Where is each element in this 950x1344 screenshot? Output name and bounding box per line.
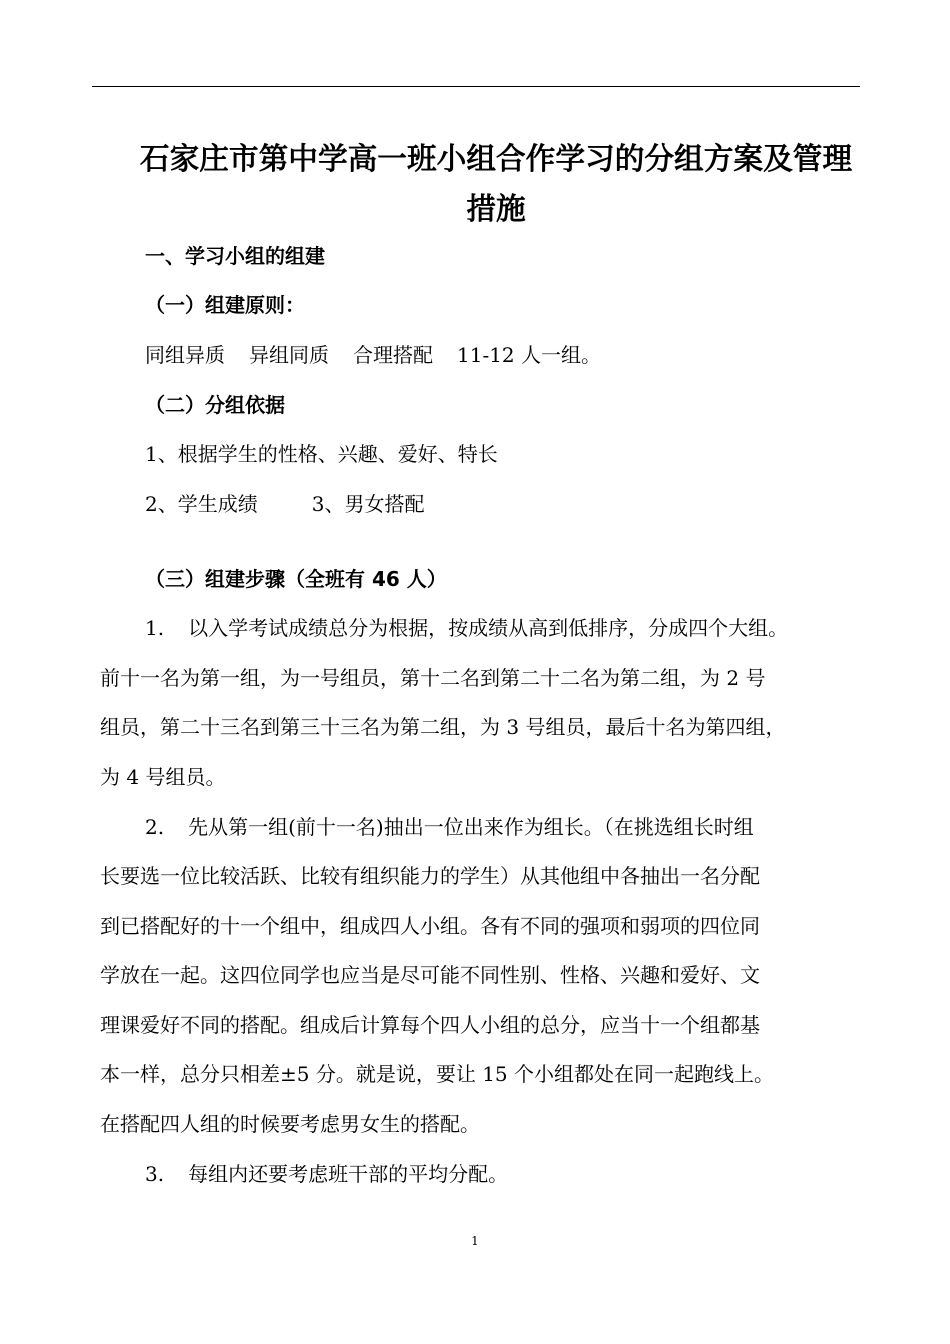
header-rule (92, 86, 860, 87)
basis-item-1: 1、根据学生的性格、兴趣、爱好、特长 (145, 442, 498, 466)
sub1-heading: （一）组建原则： (145, 293, 305, 317)
page-number: 1 (471, 1234, 479, 1248)
step3-text: 每组内还要考虑班干部的平均分配。 (188, 1162, 509, 1186)
step2-text: 先从第一组(前十一名)抽出一位出来作为组长。（在挑选组长时组 (188, 815, 754, 839)
sub3-heading: （三）组建步骤（全班有 46 人） (145, 567, 447, 591)
step-number: 3. (145, 1162, 165, 1186)
document-title: 石家庄市第中学高一班小组合作学习的分组方案及管理 (139, 142, 853, 177)
step1-first-line (145, 612, 788, 641)
step1-text: 以入学考试成绩总分为根据，按成绩从高到低排序，分成四个大组。 (188, 616, 789, 640)
step2-line6: 本一样，总分只相差±5 分。就是说，要让 15 个小组都处在同一起跑线上。 (100, 1062, 775, 1086)
step1-line3: 组员，第二十三名到第三十三名为第二组，为 3 号组员，最后十名为第四组， (100, 715, 786, 739)
step-number: 2. (145, 815, 165, 839)
step-number: 1. (145, 616, 165, 640)
principle-item: 异组同质 (249, 343, 329, 367)
basis-items-2-3 (145, 488, 424, 517)
basis-item-3: 3、男女搭配 (311, 492, 425, 516)
step2-line2: 长要选一位比较活跃、比较有组织能力的学生）从其他组中各抽出一名分配 (100, 864, 760, 888)
principle-item: 11-12 人一组。 (457, 343, 602, 367)
principle-item: 同组异质 (145, 343, 225, 367)
basis-item-2: 2、学生成绩 (145, 492, 258, 516)
principles-line (145, 339, 601, 368)
document-title-continued: 措施 (466, 192, 526, 227)
section1-heading: 一、学习小组的组建 (145, 244, 325, 268)
step3-line (145, 1158, 508, 1187)
step2-line7: 在搭配四人组的时候要考虑男女生的搭配。 (100, 1112, 480, 1136)
step2-line3: 到已搭配好的十一个组中，组成四人小组。各有不同的强项和弱项的四位同 (100, 914, 760, 938)
step1-line4: 为 4 号组员。 (100, 765, 226, 789)
step1-line2: 前十一名为第一组，为一号组员，第十二名到第二十二名为第二组，为 2 号 (100, 666, 766, 690)
step2-line4: 学放在一起。这四位同学也应当是尽可能不同性别、性格、兴趣和爱好、文 (100, 963, 760, 987)
step2-first-line (145, 811, 754, 840)
step2-line5: 理课爱好不同的搭配。组成后计算每个四人小组的总分，应当十一个组都基 (100, 1013, 760, 1037)
sub2-heading: （二）分组依据 (145, 393, 285, 417)
principle-item: 合理搭配 (353, 343, 433, 367)
